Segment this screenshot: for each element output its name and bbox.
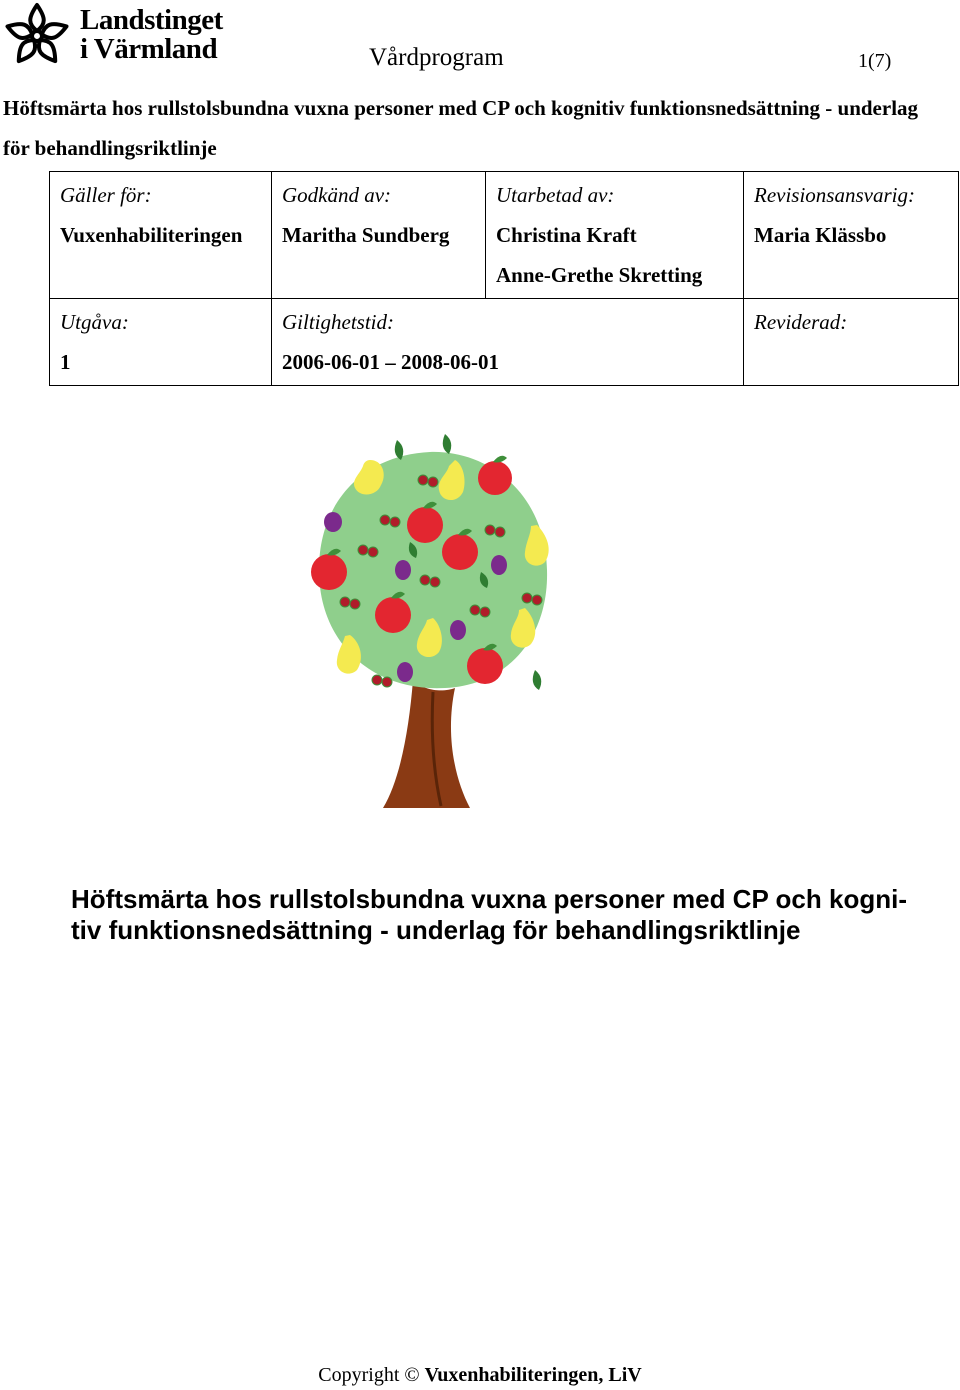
validity-label: Giltighetstid: xyxy=(282,310,394,334)
cover-title-line-1: Höftsmärta hos rullstolsbundna vuxna personer med CP och kogni- xyxy=(71,884,907,914)
revision-owner-value: Maria Klässbo xyxy=(754,223,887,247)
footer xyxy=(0,1364,960,1387)
prepared-by-value-1: Christina Kraft xyxy=(496,223,637,247)
document-title: Höftsmärta hos rullstolsbundna vuxna personer med CP och kognitiv funktionsnedsättning - underlag för behandlingsriktlinje xyxy=(3,96,919,160)
fruit-tree-illustration xyxy=(305,430,555,812)
edition-cell xyxy=(50,299,272,386)
approved-by-cell xyxy=(272,172,486,299)
applies-to-label: Gäller för: xyxy=(60,183,152,207)
logo xyxy=(2,2,252,70)
edition-label: Utgåva: xyxy=(60,310,129,334)
prepared-by-label: Utarbetad av: xyxy=(496,183,615,207)
revised-label: Reviderad: xyxy=(754,310,848,334)
copyright-label: Copyright © xyxy=(318,1364,420,1386)
page-number: 1(7) xyxy=(858,50,892,72)
applies-to-cell xyxy=(50,172,272,299)
validity-cell xyxy=(272,299,744,386)
copyright-holder: Vuxenhabiliteringen, LiV xyxy=(424,1364,642,1386)
revision-owner-label: Revisionsansvarig: xyxy=(754,183,915,207)
approved-by-label: Godkänd av: xyxy=(282,183,392,207)
prepared-by-value-2: Anne-Grethe Skretting xyxy=(496,263,703,287)
table-row xyxy=(50,299,959,386)
cover-title xyxy=(71,884,941,946)
validity-value: 2006-06-01 – 2008-06-01 xyxy=(282,350,499,374)
applies-to-value: Vuxenhabiliteringen xyxy=(60,223,243,247)
edition-value: 1 xyxy=(60,350,71,374)
document-type: Vårdprogram xyxy=(369,44,504,71)
tree-trunk xyxy=(383,680,470,808)
prepared-by-cell xyxy=(486,172,744,299)
revision-owner-cell xyxy=(744,172,959,299)
approved-by-value: Maritha Sundberg xyxy=(282,223,450,247)
cover-title-line-2: tiv funktionsnedsättning - underlag för behandlingsriktlinje xyxy=(71,915,801,945)
logo-line-1: Landstinget xyxy=(80,4,223,36)
logo-wordmark xyxy=(80,6,223,64)
revised-cell xyxy=(744,299,959,386)
table-row xyxy=(50,172,959,299)
flower-logo-icon xyxy=(2,2,72,70)
logo-line-2: i Värmland xyxy=(80,33,218,65)
metadata-table xyxy=(49,171,959,386)
